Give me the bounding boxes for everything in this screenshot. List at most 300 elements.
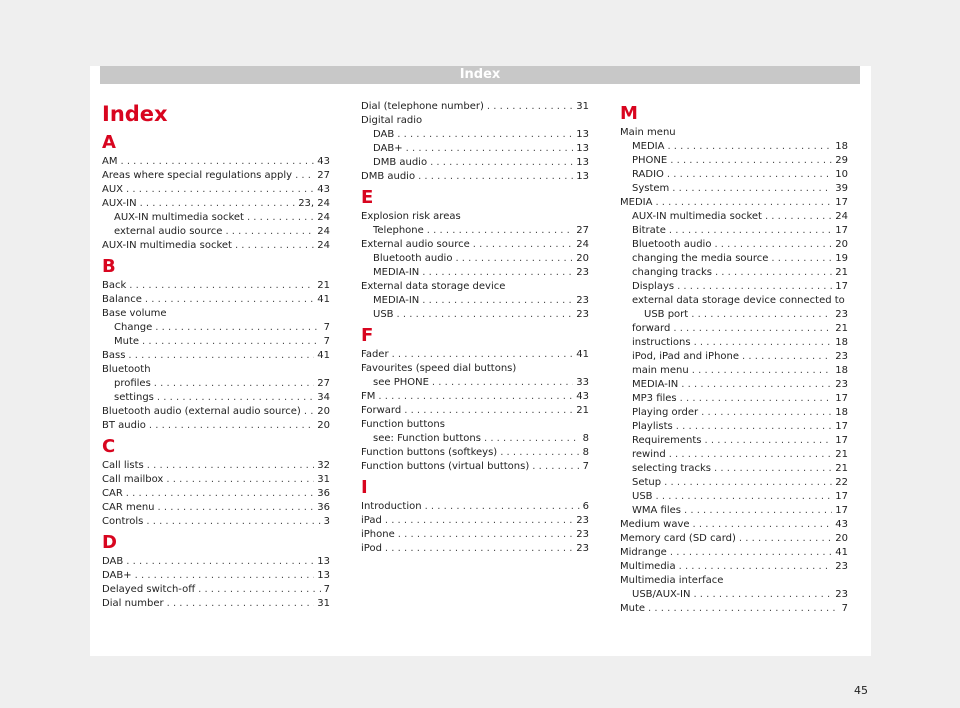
index-entry[interactable] [361, 266, 589, 280]
entry-term: Delayed switch-off [102, 584, 196, 595]
entries-col2 [361, 100, 589, 556]
entry-term: Dial number [102, 598, 164, 609]
dot-leader [667, 168, 832, 182]
entry-term: forward [632, 323, 671, 334]
dot-leader [693, 518, 833, 532]
section-letter: A [102, 132, 116, 153]
dot-leader [146, 515, 320, 529]
index-entry[interactable] [620, 210, 848, 224]
entry-term: Balance [102, 294, 142, 305]
index-entry[interactable] [102, 405, 330, 419]
entry-term: settings [114, 392, 154, 403]
index-entry[interactable] [102, 279, 330, 293]
dot-leader [295, 169, 314, 183]
dot-leader [739, 532, 832, 546]
index-column-3 [620, 100, 848, 616]
index-heading: Main menu [620, 127, 676, 138]
entry-page: 22 [835, 477, 848, 488]
entry-term: Change [114, 322, 153, 333]
entry-term: MEDIA [632, 141, 665, 152]
entry-page: 7 [323, 336, 330, 347]
entry-term: iPad [361, 515, 382, 526]
entry-page: 17 [835, 421, 848, 432]
index-entry[interactable] [102, 597, 330, 611]
section-letter: I [361, 477, 368, 498]
index-entry[interactable] [361, 142, 589, 156]
entry-page: 19 [835, 253, 848, 264]
dot-leader [500, 446, 579, 460]
entry-page: 21 [835, 323, 848, 334]
index-entry[interactable] [102, 321, 330, 335]
index-entry[interactable] [102, 183, 330, 197]
index-entry[interactable] [620, 448, 848, 462]
section-letter: C [102, 436, 116, 457]
index-entry[interactable] [361, 128, 589, 142]
entry-page: 24 [317, 226, 330, 237]
entry-page: 24 [317, 240, 330, 251]
entry-term: Memory card (SD card) [620, 533, 736, 544]
entry-page: 31 [317, 598, 330, 609]
entry-term: Multimedia [620, 561, 676, 572]
index-entry[interactable] [620, 490, 848, 504]
entry-term: MEDIA-IN [632, 379, 679, 390]
index-entry[interactable] [620, 462, 848, 476]
index-entry[interactable] [361, 308, 589, 322]
entry-term: Call mailbox [102, 474, 164, 485]
index-entry[interactable] [620, 504, 848, 518]
dot-leader [147, 459, 315, 473]
dot-leader [418, 170, 573, 184]
entry-page: 23 [576, 309, 589, 320]
index-entry[interactable] [102, 501, 330, 515]
entry-page: 20 [835, 533, 848, 544]
entry-term: Bluetooth audio (external audio source) [102, 406, 301, 417]
index-entry[interactable] [102, 583, 330, 597]
dot-leader [693, 588, 832, 602]
entry-page: 27 [576, 225, 589, 236]
entry-page: 23 [576, 529, 589, 540]
index-entry[interactable] [102, 473, 330, 487]
dot-leader [765, 210, 832, 224]
entry-term: Playlists [632, 421, 673, 432]
dot-leader [455, 252, 573, 266]
entry-term: USB [373, 309, 394, 320]
dot-leader [385, 514, 573, 528]
dot-leader [427, 224, 573, 238]
index-entry[interactable] [102, 293, 330, 307]
index-entry[interactable] [620, 420, 848, 434]
entry-term: profiles [114, 378, 151, 389]
dot-leader [684, 504, 832, 518]
dot-leader [677, 280, 832, 294]
entry-page: 31 [317, 474, 330, 485]
entry-term: Back [102, 280, 127, 291]
entry-page: 24 [835, 211, 848, 222]
dot-leader [126, 183, 314, 197]
index-entry[interactable] [620, 252, 848, 266]
entry-page: 43 [317, 156, 330, 167]
index-entry[interactable] [620, 182, 848, 196]
index-entry[interactable] [361, 170, 589, 184]
section-letter: F [361, 325, 374, 346]
dot-leader [404, 404, 573, 418]
index-heading: Favourites (speed dial buttons) [361, 363, 517, 374]
index-entry[interactable] [620, 518, 848, 532]
entry-term: Bass [102, 350, 126, 361]
entry-term: Telephone [373, 225, 424, 236]
dot-leader [669, 224, 832, 238]
index-entry[interactable] [620, 406, 848, 420]
index-entry[interactable] [620, 196, 848, 210]
dot-leader [679, 560, 833, 574]
index-heading: Function buttons [361, 419, 445, 430]
entry-page: 23 [835, 561, 848, 572]
index-entry[interactable] [102, 239, 330, 253]
entry-term: CAR menu [102, 502, 155, 513]
entry-page: 17 [835, 393, 848, 404]
entry-page: 23 [835, 379, 848, 390]
entry-term: DAB [102, 556, 124, 567]
index-heading: external data storage device connected to [632, 295, 845, 306]
index-entry[interactable] [361, 460, 589, 474]
entry-page: 20 [317, 420, 330, 431]
dot-leader [705, 434, 833, 448]
index-entry[interactable] [620, 322, 848, 336]
index-entry[interactable] [620, 280, 848, 294]
entry-page: 8 [582, 447, 589, 458]
entry-term: MEDIA-IN [373, 295, 420, 306]
index-entry[interactable] [361, 238, 589, 252]
dot-leader [655, 196, 832, 210]
index-heading: Bluetooth [102, 364, 151, 375]
entry-page: 17 [835, 491, 848, 502]
entry-page: 8 [582, 433, 589, 444]
dot-leader [681, 378, 832, 392]
entry-page: 23 [576, 543, 589, 554]
entry-term: Fader [361, 349, 389, 360]
entry-page: 43 [317, 184, 330, 195]
index-entry[interactable] [102, 459, 330, 473]
dot-leader [198, 583, 321, 597]
entry-term: main menu [632, 365, 689, 376]
entry-term: Controls [102, 516, 144, 527]
index-entry[interactable] [620, 224, 848, 238]
dot-leader [656, 490, 833, 504]
entry-page: 18 [835, 365, 848, 376]
dot-leader [128, 349, 314, 363]
index-entry[interactable] [102, 335, 330, 349]
entry-page: 23 [835, 309, 848, 320]
entry-term: Midrange [620, 547, 667, 558]
index-entry[interactable] [102, 487, 330, 501]
index-entry[interactable] [620, 168, 848, 182]
index-entry[interactable] [361, 294, 589, 308]
entry-term: DMB audio [373, 157, 428, 168]
index-entry[interactable] [361, 432, 589, 446]
entry-page: 39 [835, 183, 848, 194]
index-entry[interactable] [620, 560, 848, 574]
index-column-2 [361, 100, 589, 556]
entry-page: 41 [835, 547, 848, 558]
entry-page: 33 [576, 377, 589, 388]
entry-page: 27 [317, 378, 330, 389]
index-entry[interactable] [102, 569, 330, 583]
index-entry[interactable] [102, 169, 330, 183]
entry-term: Bitrate [632, 225, 666, 236]
index-entry[interactable] [361, 376, 589, 390]
index-entry[interactable] [361, 542, 589, 556]
entry-term: DAB [373, 129, 395, 140]
dot-leader [397, 308, 574, 322]
entry-term: MP3 files [632, 393, 677, 404]
page-header-bar [100, 66, 860, 84]
entry-term: iPod [361, 543, 382, 554]
entry-term: selecting tracks [632, 463, 712, 474]
entry-term: Mute [114, 336, 140, 347]
entry-term: BT audio [102, 420, 146, 431]
dot-leader [142, 335, 321, 349]
entry-term: AUX-IN multimedia socket [632, 211, 762, 222]
index-heading: Digital radio [361, 115, 423, 126]
dot-leader [487, 100, 573, 114]
entry-term: AUX-IN multimedia socket [114, 212, 244, 223]
dot-leader [669, 448, 833, 462]
entry-page: 17 [835, 281, 848, 292]
entry-page: 13 [317, 556, 330, 567]
entry-term: USB port [644, 309, 689, 320]
entry-page: 23 [576, 295, 589, 306]
dot-leader [120, 155, 314, 169]
index-entry[interactable] [361, 348, 589, 362]
entry-page: 23 [576, 267, 589, 278]
entry-page: 43 [576, 391, 589, 402]
index-heading: Explosion risk areas [361, 211, 461, 222]
entry-page: 17 [835, 225, 848, 236]
entry-page: 21 [835, 463, 848, 474]
entry-page: 34 [317, 392, 330, 403]
index-entry[interactable] [361, 514, 589, 528]
entry-term: Dial (telephone number) [361, 101, 484, 112]
dot-leader [673, 322, 832, 336]
index-column-1 [102, 100, 330, 611]
dot-leader [742, 350, 832, 364]
dot-leader [247, 211, 314, 225]
entry-page: 6 [582, 501, 589, 512]
index-heading: Multimedia interface [620, 575, 724, 586]
index-entry[interactable] [620, 588, 848, 602]
entry-page: 36 [317, 502, 330, 513]
index-entry[interactable] [361, 224, 589, 238]
dot-leader [378, 390, 573, 404]
entry-page: 7 [323, 322, 330, 333]
entry-term: AUX-IN [102, 198, 137, 209]
dot-leader [484, 432, 580, 446]
entry-term: AUX [102, 184, 124, 195]
entry-term: RADIO [632, 169, 664, 180]
index-entry[interactable] [620, 140, 848, 154]
entry-term: Medium wave [620, 519, 690, 530]
entry-term: PHONE [632, 155, 668, 166]
dot-leader [385, 542, 573, 556]
index-entry[interactable] [102, 515, 330, 529]
index-entry[interactable] [102, 225, 330, 239]
dot-leader [166, 473, 314, 487]
entry-page: 7 [582, 461, 589, 472]
index-entry[interactable] [620, 392, 848, 406]
dot-leader [691, 308, 832, 322]
entry-page: 20 [576, 253, 589, 264]
dot-leader [667, 140, 832, 154]
section-letter: D [102, 532, 117, 553]
index-entry[interactable] [102, 155, 330, 169]
entry-page: 29 [835, 155, 848, 166]
entry-page: 24 [317, 212, 330, 223]
dot-leader [406, 142, 574, 156]
index-heading: Base volume [102, 308, 167, 319]
entry-page: 21 [576, 405, 589, 416]
entry-term: MEDIA [620, 197, 653, 208]
dot-leader [149, 419, 314, 433]
index-entry[interactable] [620, 546, 848, 560]
dot-leader [714, 462, 832, 476]
dot-leader [140, 197, 296, 211]
index-entry[interactable] [361, 528, 589, 542]
entry-term: see PHONE [373, 377, 429, 388]
index-entry[interactable] [620, 364, 848, 378]
index-entry[interactable] [102, 555, 330, 569]
entry-page: 17 [835, 197, 848, 208]
dot-leader [670, 546, 832, 560]
dot-leader [235, 239, 314, 253]
index-entry[interactable] [620, 476, 848, 490]
entry-page: 23 [835, 351, 848, 362]
dot-leader [422, 266, 573, 280]
dot-leader [664, 476, 832, 490]
entry-page: 18 [835, 407, 848, 418]
dot-leader [676, 420, 833, 434]
entry-page: 32 [317, 460, 330, 471]
entry-term: DAB+ [102, 570, 132, 581]
dot-leader [432, 376, 573, 390]
entry-page: 21 [317, 280, 330, 291]
index-entry[interactable] [102, 197, 330, 211]
index-entry[interactable] [361, 100, 589, 114]
entry-term: iPhone [361, 529, 395, 540]
index-entry[interactable] [620, 308, 848, 322]
dot-leader [692, 364, 833, 378]
dot-leader [430, 156, 573, 170]
entry-term: see: Function buttons [373, 433, 481, 444]
index-entry[interactable] [620, 350, 848, 364]
dot-leader [714, 238, 832, 252]
entry-page: 18 [835, 141, 848, 152]
entry-page: 36 [317, 488, 330, 499]
index-entry[interactable] [102, 377, 330, 391]
index-entry[interactable] [620, 434, 848, 448]
dot-leader [154, 377, 314, 391]
dot-leader [135, 569, 315, 583]
entry-term: CAR [102, 488, 123, 499]
dot-leader [672, 182, 832, 196]
entry-page: 21 [835, 449, 848, 460]
entry-term: changing tracks [632, 267, 712, 278]
section-letter: M [620, 103, 638, 124]
index-entry[interactable] [361, 404, 589, 418]
entry-term: USB [632, 491, 653, 502]
index-entry[interactable] [620, 532, 848, 546]
index-entry[interactable] [102, 349, 330, 363]
index-entry[interactable] [361, 252, 589, 266]
entry-term: Call lists [102, 460, 144, 471]
entry-term: USB/AUX-IN [632, 589, 691, 600]
index-entry[interactable] [620, 238, 848, 252]
entry-term: Setup [632, 477, 662, 488]
dot-leader [167, 597, 315, 611]
index-entry[interactable] [361, 446, 589, 460]
index-entry[interactable] [620, 602, 848, 616]
entry-term: WMA files [632, 505, 681, 516]
dot-leader [670, 154, 832, 168]
entry-page: 23, 24 [298, 198, 330, 209]
dot-leader [392, 348, 574, 362]
index-entry[interactable] [102, 211, 330, 225]
entry-page: 31 [576, 101, 589, 112]
index-entry[interactable] [361, 500, 589, 514]
section-letter: B [102, 256, 116, 277]
entry-page: 13 [576, 129, 589, 140]
entry-page: 23 [576, 515, 589, 526]
index-entry[interactable] [620, 336, 848, 350]
index-entry[interactable] [620, 378, 848, 392]
entry-term: AM [102, 156, 118, 167]
entry-term: DMB audio [361, 171, 416, 182]
index-entry[interactable] [102, 419, 330, 433]
section-letter: E [361, 187, 374, 208]
index-entry[interactable] [361, 156, 589, 170]
entry-page: 7 [323, 584, 330, 595]
entry-page: 13 [576, 143, 589, 154]
entry-term: AUX-IN multimedia socket [102, 240, 232, 251]
index-entry[interactable] [620, 266, 848, 280]
entry-page: 17 [835, 505, 848, 516]
entry-term: Requirements [632, 435, 702, 446]
entry-page: 13 [317, 570, 330, 581]
entry-term: iPod, iPad and iPhone [632, 351, 740, 362]
entry-page: 20 [835, 239, 848, 250]
entry-page: 20 [317, 406, 330, 417]
entry-page: 24 [576, 239, 589, 250]
entry-page: 41 [317, 350, 330, 361]
dot-leader [473, 238, 574, 252]
index-entry[interactable] [102, 391, 330, 405]
dot-leader [701, 406, 832, 420]
entry-page: 41 [576, 349, 589, 360]
dot-leader [425, 500, 580, 514]
dot-leader [532, 460, 579, 474]
entry-term: Areas where special regulations apply [102, 170, 293, 181]
header-title: Index [459, 67, 501, 82]
entry-page: 13 [576, 157, 589, 168]
entry-page: 7 [841, 603, 848, 614]
entry-term: rewind [632, 449, 666, 460]
index-entry[interactable] [620, 154, 848, 168]
index-entry[interactable] [361, 390, 589, 404]
entry-page: 3 [323, 516, 330, 527]
entry-term: Function buttons (virtual buttons) [361, 461, 530, 472]
entry-page: 17 [835, 435, 848, 446]
entry-term: Displays [632, 281, 675, 292]
dot-leader [422, 294, 573, 308]
